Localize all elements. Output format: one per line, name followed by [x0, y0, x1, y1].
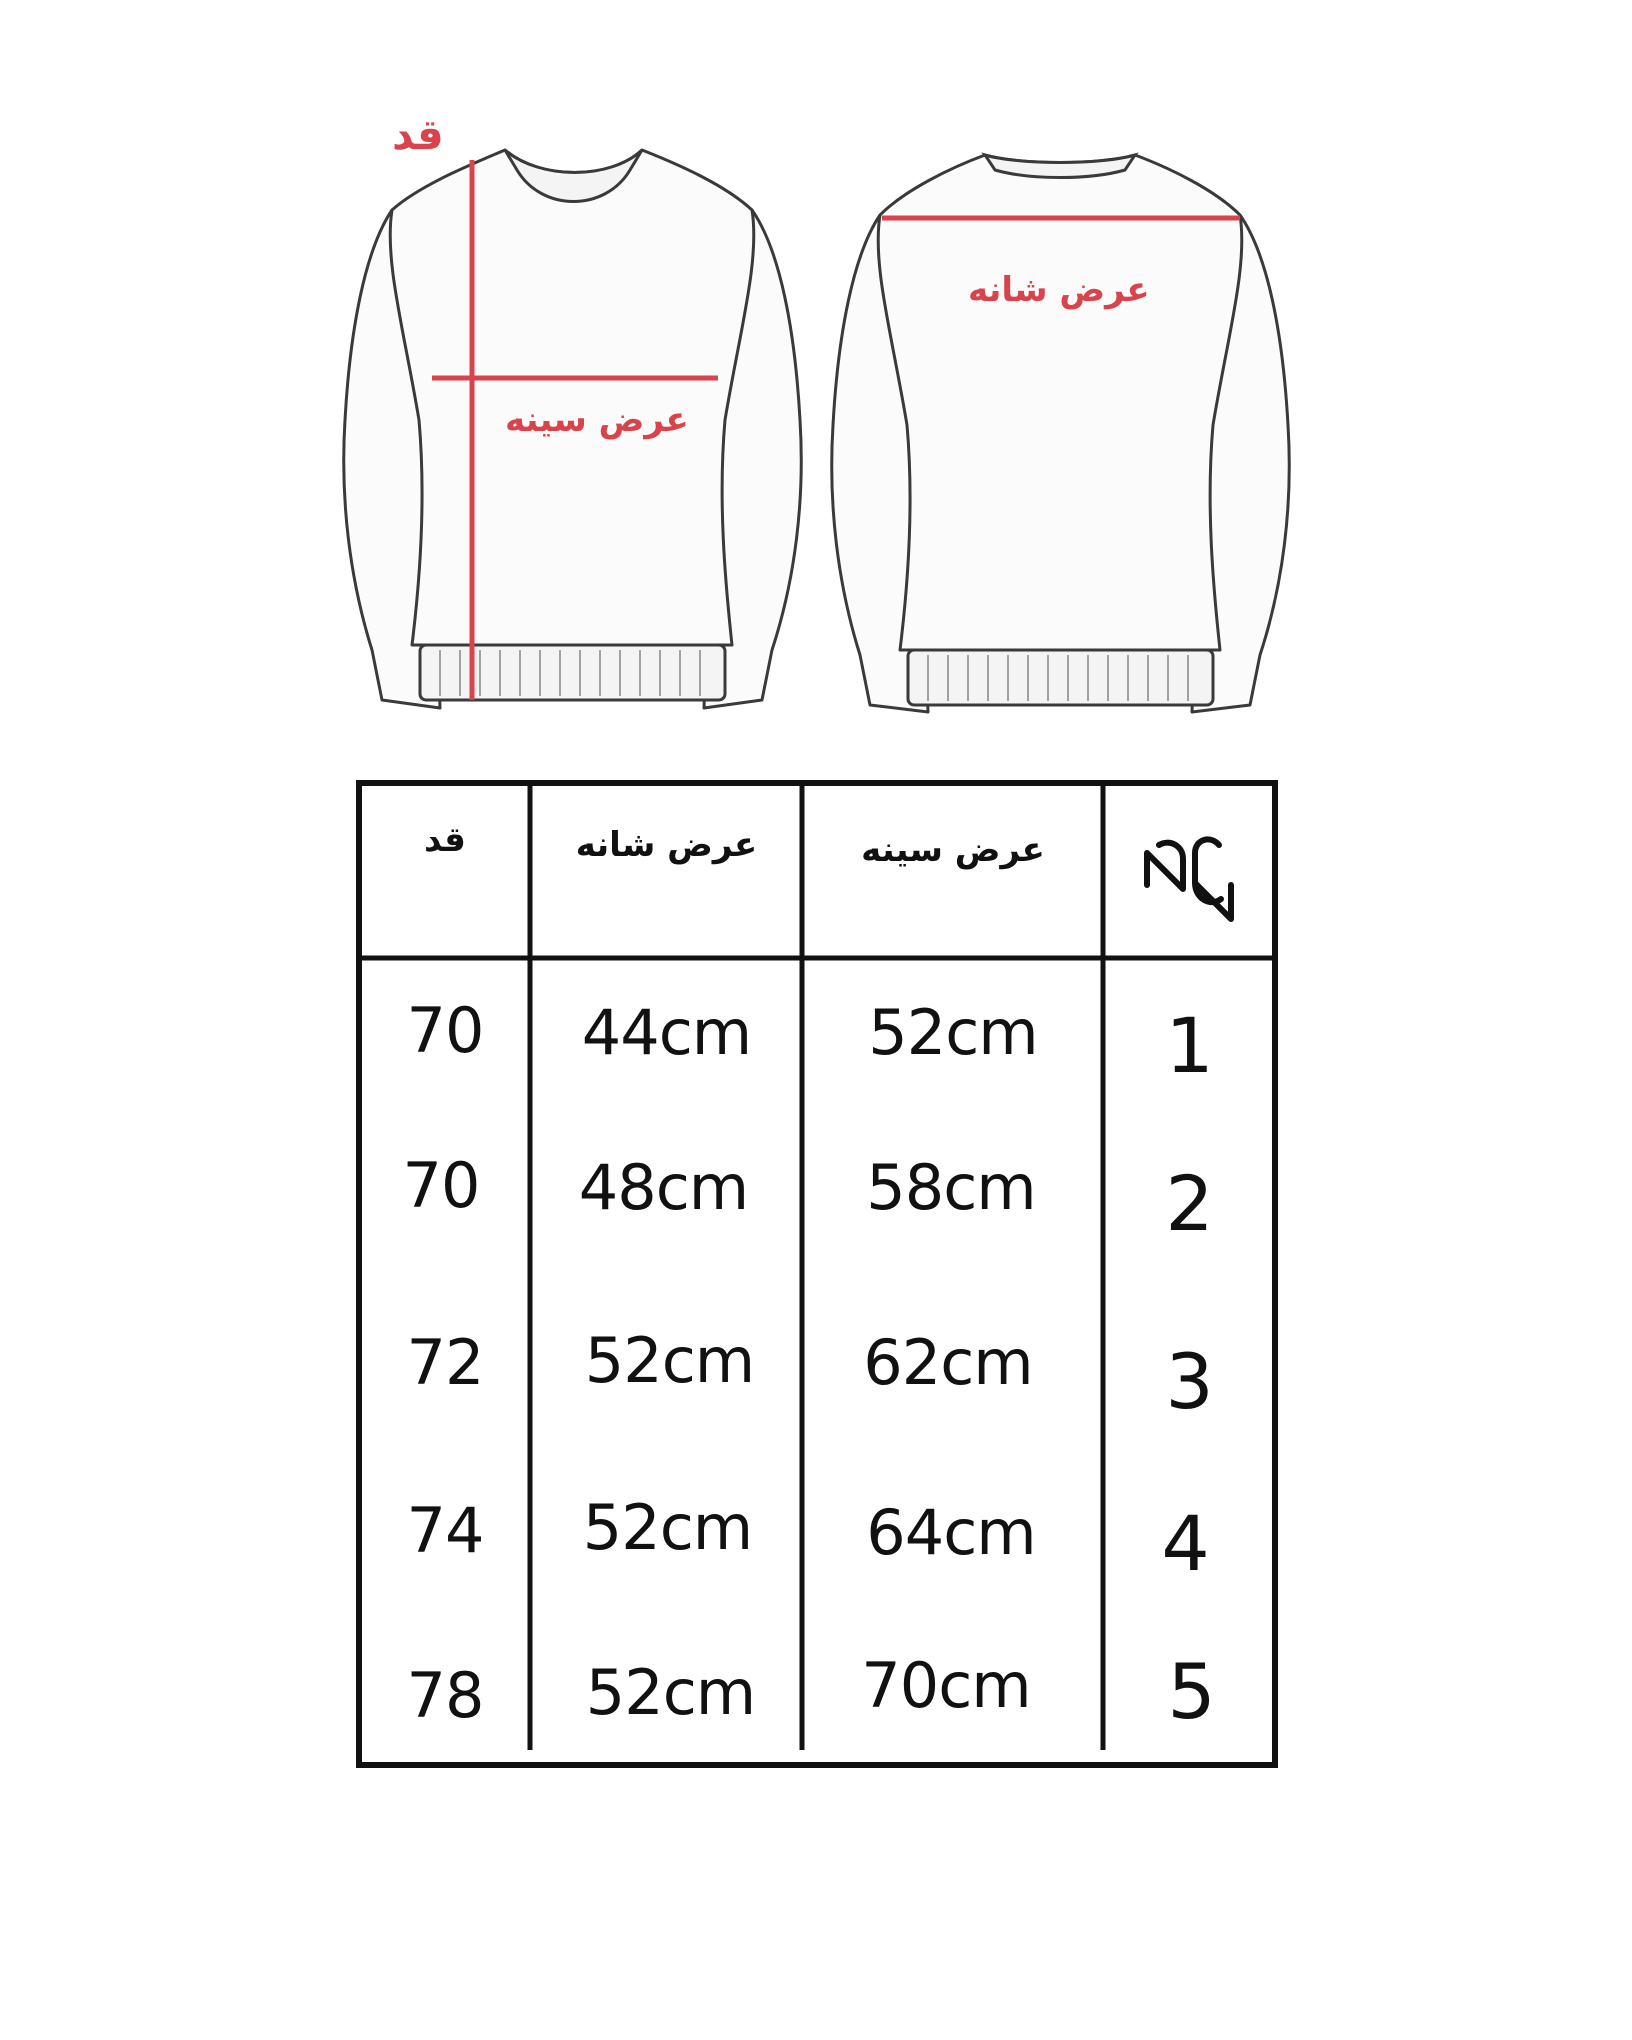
header-chest-width: عرض سینه — [861, 830, 1045, 870]
front-body — [390, 150, 754, 645]
row-3-length: 72 — [406, 1325, 484, 1399]
row-5-chest: 70cm — [861, 1648, 1031, 1722]
brand-logo-icon — [1106, 786, 1272, 956]
back-neck-rib — [985, 155, 1135, 178]
row-3-size: 3 — [1165, 1336, 1213, 1426]
row-2-size: 2 — [1165, 1158, 1213, 1248]
row-5-size: 5 — [1167, 1646, 1215, 1736]
row-2-chest: 58cm — [866, 1150, 1036, 1224]
row-3-shoulder: 52cm — [584, 1323, 755, 1397]
row-1-shoulder: 44cm — [581, 995, 752, 1069]
header-length: قد — [424, 820, 466, 860]
row-1-length: 70 — [406, 993, 484, 1067]
header-shoulder-width: عرض شانه — [575, 825, 758, 865]
back-body — [878, 155, 1242, 650]
row-4-length: 74 — [406, 1493, 484, 1567]
sweatshirt-back — [832, 155, 1290, 712]
size-table — [356, 780, 1278, 1768]
row-5-shoulder: 52cm — [585, 1655, 756, 1729]
row-3-chest: 62cm — [863, 1325, 1033, 1399]
row-5-length: 78 — [406, 1658, 484, 1732]
chest-width-label: عرض سینه — [505, 400, 689, 440]
shoulder-width-label: عرض شانه — [968, 270, 1150, 310]
row-2-length: 70 — [402, 1148, 480, 1222]
length-label: قد — [392, 110, 444, 159]
row-4-chest: 64cm — [866, 1495, 1036, 1569]
sweatshirt-diagram — [0, 0, 1632, 760]
logo-mark — [1141, 819, 1237, 923]
row-1-chest: 52cm — [868, 995, 1038, 1069]
row-4-shoulder: 52cm — [582, 1490, 753, 1564]
row-4-size: 4 — [1161, 1498, 1209, 1588]
row-1-size: 1 — [1165, 1000, 1213, 1090]
row-2-shoulder: 48cm — [578, 1150, 749, 1224]
